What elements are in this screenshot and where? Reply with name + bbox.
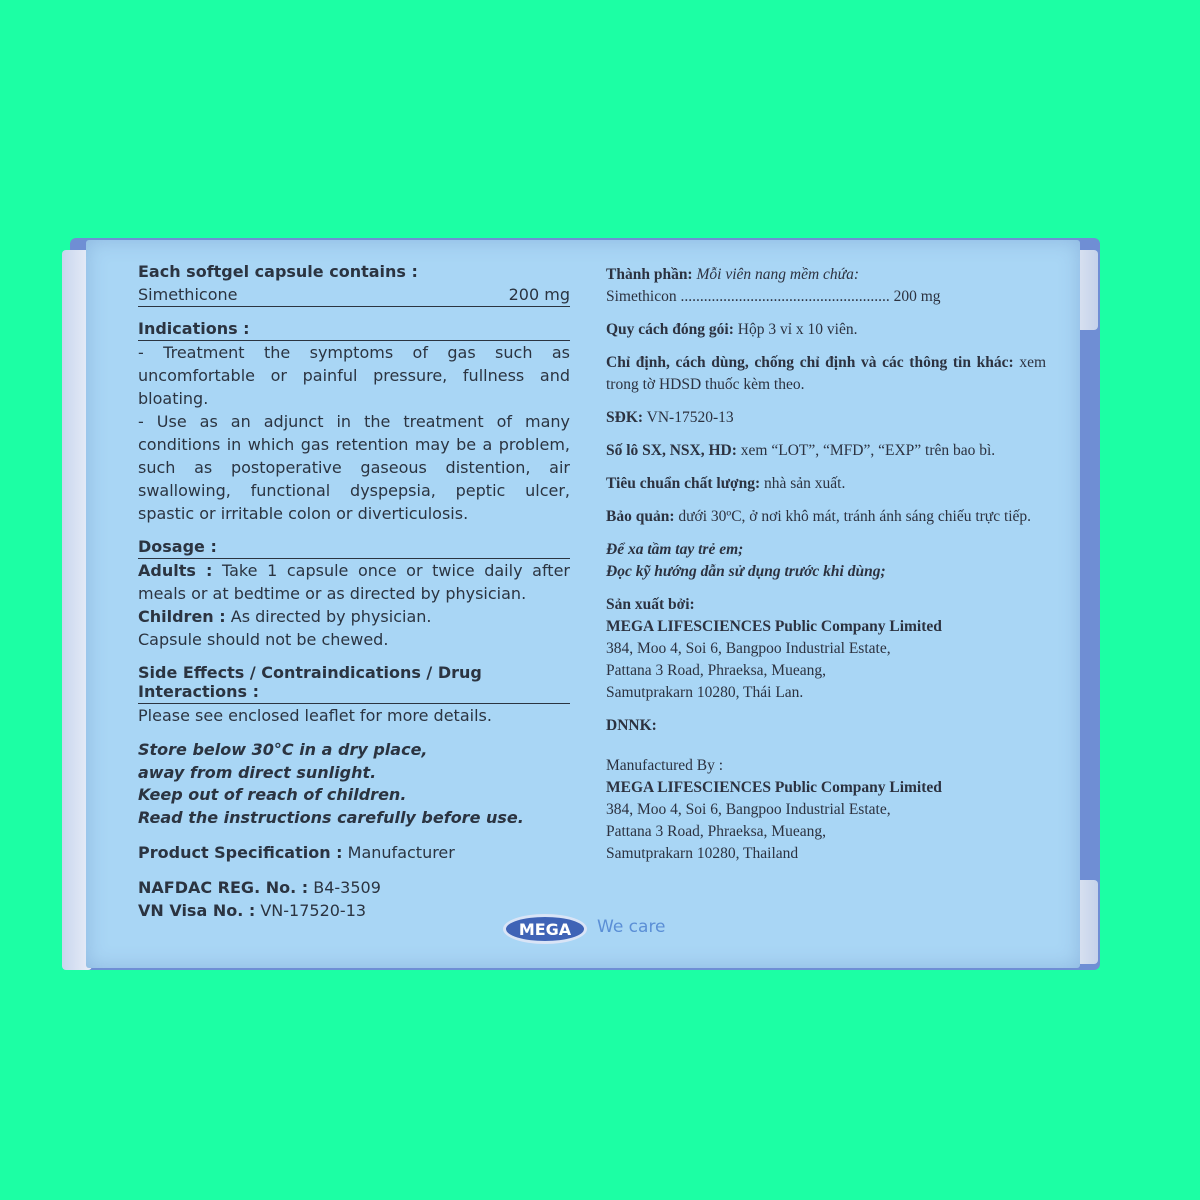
- bao-quan-label: Bảo quản:: [606, 508, 675, 525]
- storage-line-1: Store below 30°C in a dry place,: [138, 740, 428, 759]
- ingredient-name: Simethicone: [138, 285, 238, 304]
- storage-line-3: Keep out of reach of children.: [138, 785, 407, 804]
- address-2-line-1: 384, Moo 4, Soi 6, Bangpoo Industrial Estate,: [606, 801, 891, 818]
- thanh-phan-label: Thành phần:: [606, 266, 693, 283]
- address-1-line-1: 384, Moo 4, Soi 6, Bangpoo Industrial Estate,: [606, 640, 891, 657]
- spec-label: Product Specification :: [138, 843, 343, 862]
- tieu-chuan-text: nhà sản xuất.: [760, 475, 846, 492]
- storage-line-4: Read the instructions carefully before use.: [138, 807, 524, 827]
- product-specification: [138, 841, 570, 864]
- indications-heading: Indications :: [138, 319, 570, 341]
- chi-dinh-text: xem trong tờ HDSD thuốc kèm theo.: [606, 354, 1047, 393]
- side-effects-text: Please see enclosed leaflet for more details.: [138, 706, 492, 725]
- vietnamese-text-column: [606, 264, 1046, 865]
- dosage-heading: Dosage :: [138, 537, 570, 559]
- visa-label: VN Visa No. :: [138, 901, 256, 920]
- adults-label: Adults :: [138, 561, 213, 580]
- quy-cach-text: Hộp 3 vỉ x 10 viên.: [733, 321, 858, 338]
- address-2-line-3: Samutprakarn 10280, Thailand: [606, 845, 799, 862]
- bao-quan-text: dưới 30ºC, ở nơi khô mát, tránh ánh sáng chiếu trực tiếp.: [674, 508, 1032, 525]
- bao-quan: [606, 506, 1046, 528]
- children-text: As directed by physician.: [225, 607, 432, 626]
- mega-logo: MEGA: [503, 914, 587, 944]
- brand-tagline: We care: [597, 917, 666, 937]
- spec-value: Manufacturer: [342, 843, 455, 862]
- san-xuat-label: Sản xuất bởi:: [606, 596, 695, 613]
- nafdac-value: B4-3509: [308, 878, 381, 897]
- warning-line-2: Đọc kỹ hướng dẫn sử dụng trước khi dùng;: [606, 563, 886, 580]
- sdk-text: VN-17520-13: [643, 409, 734, 426]
- address-1-line-2: Pattana 3 Road, Phraeksa, Mueang,: [606, 662, 826, 679]
- so-lo: [606, 440, 1046, 462]
- ingredient-amount: 200 mg: [508, 285, 570, 304]
- vn-visa: [138, 899, 570, 922]
- children-dosage: [138, 605, 570, 628]
- indication-1: - Treatment the symptoms of gas such as uncomfortable or painful pressure, fullness and bloating.: [138, 343, 570, 408]
- thanh-phan: [606, 264, 1046, 286]
- dnnk-label: DNNK:: [606, 717, 657, 734]
- address-1-line-3: Samutprakarn 10280, Thái Lan.: [606, 684, 804, 701]
- so-lo-label: Số lô SX, NSX, HD:: [606, 442, 737, 459]
- company-name-2: MEGA LIFESCIENCES Public Company Limited: [606, 779, 942, 796]
- quy-cach-label: Quy cách đóng gói:: [606, 321, 734, 338]
- warning-line-1: Để xa tầm tay trẻ em;: [606, 541, 744, 558]
- tieu-chuan: [606, 473, 1046, 495]
- indication-2: - Use as an adjunct in the treatment of many conditions in which gas retention may be a problem, such as postoperative gaseous distention, air swallowing, functional dyspepsia, peptic ulcer, spastic or irritable colon or diverticulosis.: [138, 412, 570, 523]
- children-label: Children :: [138, 607, 226, 626]
- english-text-column: [138, 262, 570, 922]
- adults-dosage: [138, 559, 570, 605]
- ingredient-row: [138, 285, 570, 307]
- sdk-label: SĐK:: [606, 409, 644, 426]
- thanh-phan-text: Mỗi viên nang mềm chứa:: [692, 266, 860, 283]
- contains-heading: Each softgel capsule contains :: [138, 262, 418, 281]
- visa-value: VN-17520-13: [255, 901, 367, 920]
- address-2-line-2: Pattana 3 Road, Phraeksa, Mueang,: [606, 823, 826, 840]
- side-effects-heading: Side Effects / Contraindications / Drug Interactions :: [138, 663, 570, 704]
- sdk: [606, 407, 1046, 429]
- nafdac-label: NAFDAC REG. No. :: [138, 878, 309, 897]
- storage-line-2: away from direct sunlight.: [138, 762, 377, 782]
- simethicon-line: Simethicon ...................................................... 200 mg: [606, 288, 941, 305]
- tieu-chuan-label: Tiêu chuẩn chất lượng:: [606, 475, 761, 492]
- company-name-1: MEGA LIFESCIENCES Public Company Limited: [606, 618, 942, 635]
- so-lo-text: xem “LOT”, “MFD”, “EXP” trên bao bì.: [736, 442, 996, 459]
- manufactured-by-label: Manufactured By :: [606, 757, 724, 774]
- quy-cach: [606, 319, 1046, 341]
- chi-dinh-label: Chỉ định, cách dùng, chống chỉ định và các thông tin khác:: [606, 354, 1014, 371]
- chew-note: Capsule should not be chewed.: [138, 630, 389, 649]
- chi-dinh: [606, 352, 1046, 396]
- adults-text: Take 1 capsule once or twice daily after meals or at bedtime or as directed by physician.: [138, 561, 570, 603]
- nafdac-reg: [138, 876, 570, 899]
